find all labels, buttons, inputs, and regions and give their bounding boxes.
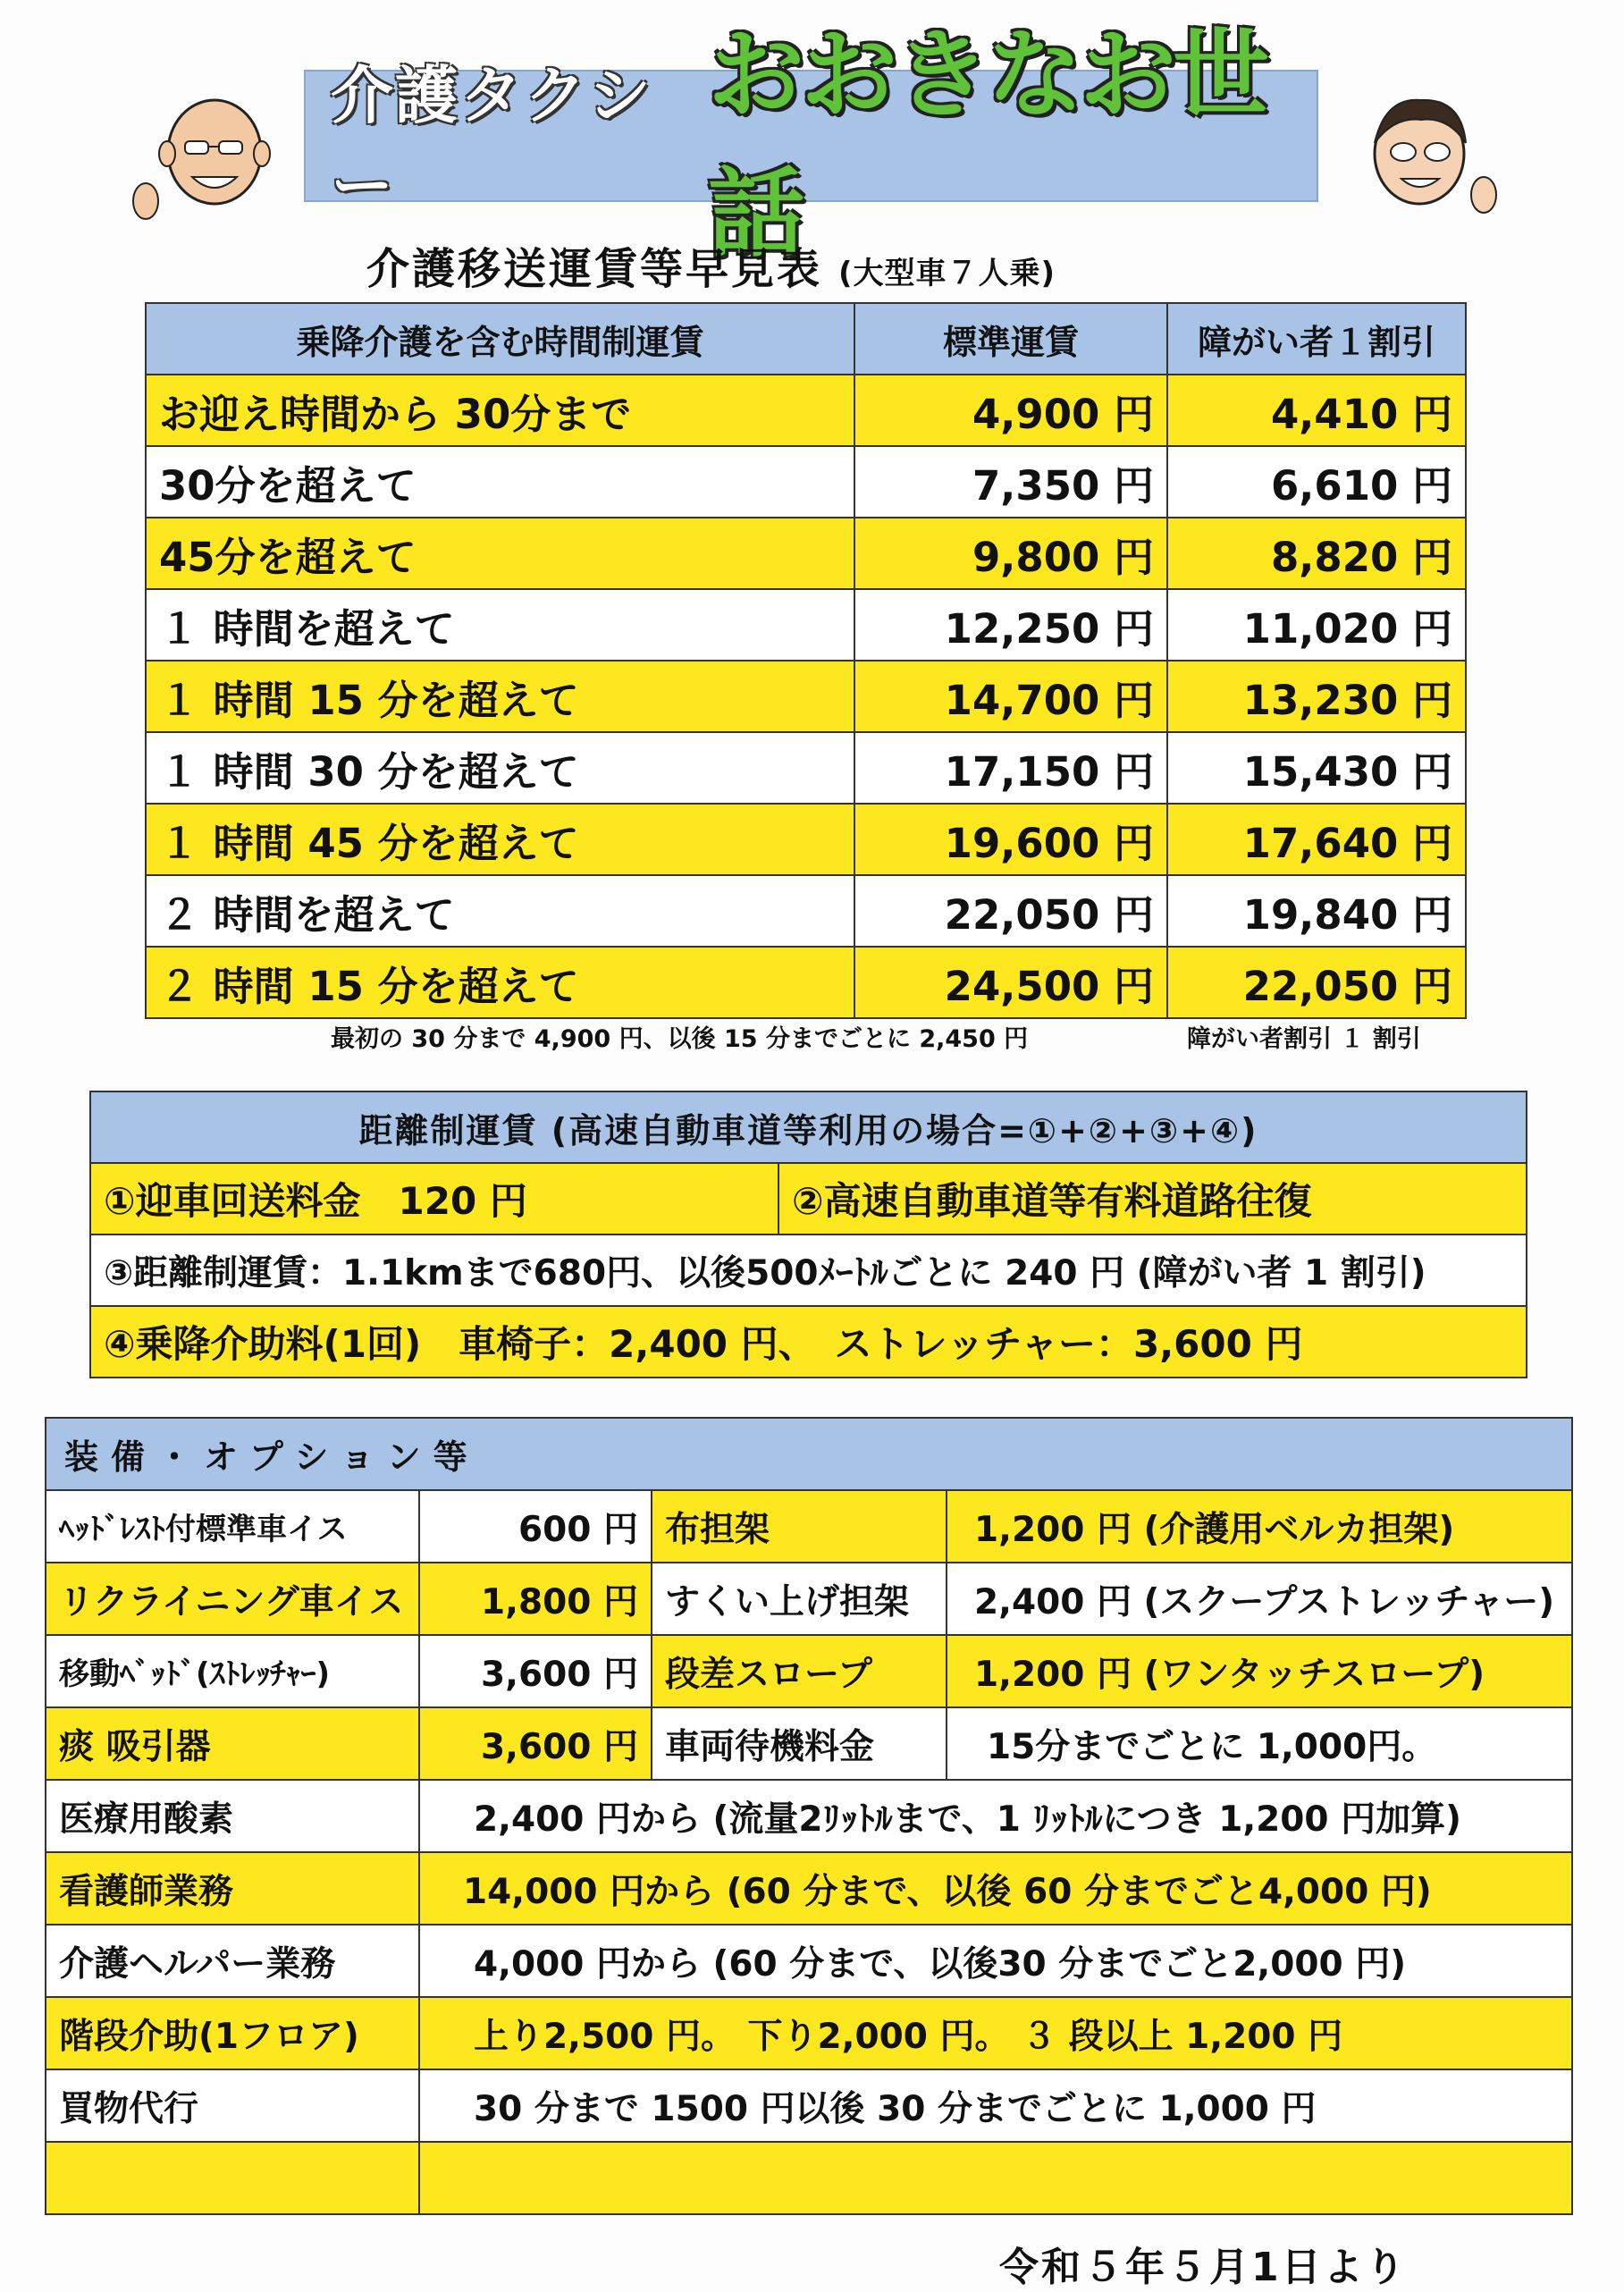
page-title-main: 介護移送運賃等早見表 bbox=[366, 244, 823, 294]
options-table bbox=[45, 1417, 1573, 2215]
option-price: 600 円 bbox=[419, 1490, 652, 1563]
table-row bbox=[46, 1563, 1572, 1635]
option-name: 車両待機料金 bbox=[652, 1707, 947, 1780]
fare-label: 30分を超えて bbox=[146, 446, 854, 518]
table-row bbox=[46, 2142, 1572, 2214]
banner-prefix: 介護タクシー bbox=[331, 59, 652, 223]
table-header-row bbox=[90, 1091, 1527, 1163]
fare-label: 45分を超えて bbox=[146, 518, 854, 589]
bald-man-face-icon bbox=[130, 89, 282, 223]
table-row bbox=[46, 1852, 1572, 1925]
distance-item: ④乗降介助料(1回) 車椅子：2,400 円、 ストレッチャー：3,600 円 bbox=[90, 1306, 1527, 1378]
option-detail: 14,000 円から (60 分まで、以後 60 分までごと4,000 円) bbox=[419, 1852, 1572, 1925]
fare-label: １ 時間 45 分を超えて bbox=[146, 804, 854, 875]
distance-fare-table bbox=[89, 1091, 1527, 1378]
option-name: 痰 吸引器 bbox=[46, 1707, 419, 1780]
option-price: 2,400 円 (スクープストレッチャー) bbox=[947, 1563, 1572, 1635]
table-row bbox=[146, 661, 1466, 732]
table-row bbox=[146, 875, 1466, 947]
discount-fare: 8,820 円 bbox=[1167, 518, 1466, 589]
option-detail: 上り2,500 円。 下り2,000 円。 ３ 段以上 1,200 円 bbox=[419, 1997, 1572, 2069]
option-name: 階段介助(1フロア) bbox=[46, 1997, 419, 2069]
fare-note: 最初の 30 分まで 4,900 円、以後 15 分までごとに 2,450 円 bbox=[331, 1025, 1029, 1053]
fare-label: １ 時間を超えて bbox=[146, 589, 854, 661]
table-row bbox=[90, 1306, 1527, 1378]
distance-item: ①迎車回送料金 120 円 bbox=[90, 1163, 778, 1234]
option-detail: 4,000 円から (60 分まで、以後30 分までごと2,000 円) bbox=[419, 1925, 1572, 1997]
discount-note: 障がい者割引 １ 割引 bbox=[1187, 1025, 1421, 1053]
option-price: 1,200 円 (ワンタッチスロープ) bbox=[947, 1635, 1572, 1707]
discount-fare: 19,840 円 bbox=[1167, 875, 1466, 947]
discount-fare: 17,640 円 bbox=[1167, 804, 1466, 875]
option-name: 買物代行 bbox=[46, 2069, 419, 2142]
column-header: 乗降介護を含む時間制運賃 bbox=[146, 303, 854, 375]
page-title bbox=[366, 234, 1056, 297]
distance-header: 距離制運賃 (高速自動車道等利用の場合=①+②+③+④) bbox=[90, 1091, 1527, 1163]
discount-fare: 15,430 円 bbox=[1167, 732, 1466, 804]
table-row bbox=[46, 1780, 1572, 1852]
table-row bbox=[146, 947, 1466, 1018]
discount-fare: 13,230 円 bbox=[1167, 661, 1466, 732]
option-name: 介護ヘルパー業務 bbox=[46, 1925, 419, 1997]
woman-face-icon bbox=[1350, 89, 1502, 223]
standard-fare: 12,250 円 bbox=[854, 589, 1167, 661]
option-name: 段差スロープ bbox=[652, 1635, 947, 1707]
fare-label: ２ 時間 15 分を超えて bbox=[146, 947, 854, 1018]
distance-item: ②高速自動車道等有料道路往復 bbox=[778, 1163, 1527, 1234]
table-row bbox=[146, 446, 1466, 518]
effective-date: 令和５年５月1日より bbox=[999, 2245, 1408, 2290]
option-price: 1,800 円 bbox=[419, 1563, 652, 1635]
table-row bbox=[146, 732, 1466, 804]
option-price: 1,200 円 (介護用ベルカ担架) bbox=[947, 1490, 1572, 1563]
option-detail bbox=[419, 2142, 1572, 2214]
discount-fare: 22,050 円 bbox=[1167, 947, 1466, 1018]
table-row bbox=[46, 1490, 1572, 1563]
table-row bbox=[46, 1997, 1572, 2069]
table-row bbox=[46, 1925, 1572, 1997]
option-price: 15分までごとに 1,000円。 bbox=[947, 1707, 1572, 1780]
fare-label: ２ 時間を超えて bbox=[146, 875, 854, 947]
option-price: 3,600 円 bbox=[419, 1707, 652, 1780]
option-name: 看護師業務 bbox=[46, 1852, 419, 1925]
option-name bbox=[46, 2142, 419, 2214]
table-row bbox=[146, 518, 1466, 589]
options-header: 装備・オプション等 bbox=[46, 1418, 1572, 1490]
discount-fare: 6,610 円 bbox=[1167, 446, 1466, 518]
standard-fare: 14,700 円 bbox=[854, 661, 1167, 732]
standard-fare: 17,150 円 bbox=[854, 732, 1167, 804]
page-subtitle: (大型車７人乗) bbox=[838, 256, 1056, 291]
time-fare-table bbox=[145, 302, 1467, 1019]
standard-fare: 7,350 円 bbox=[854, 446, 1167, 518]
fare-label: １ 時間 30 分を超えて bbox=[146, 732, 854, 804]
table-header-row bbox=[46, 1418, 1572, 1490]
standard-fare: 24,500 円 bbox=[854, 947, 1167, 1018]
standard-fare: 22,050 円 bbox=[854, 875, 1167, 947]
table-row bbox=[146, 804, 1466, 875]
option-price: 3,600 円 bbox=[419, 1635, 652, 1707]
column-header: 障がい者１割引 bbox=[1167, 303, 1466, 375]
table-row bbox=[46, 2069, 1572, 2142]
fare-label: １ 時間 15 分を超えて bbox=[146, 661, 854, 732]
table-row bbox=[146, 589, 1466, 661]
option-name: 移動ﾍﾞｯﾄﾞ(ｽﾄﾚｯﾁｬｰ) bbox=[46, 1635, 419, 1707]
option-name: 布担架 bbox=[652, 1490, 947, 1563]
option-name: すくい上げ担架 bbox=[652, 1563, 947, 1635]
column-header: 標準運賃 bbox=[854, 303, 1167, 375]
table-row bbox=[146, 375, 1466, 446]
option-name: 医療用酸素 bbox=[46, 1780, 419, 1852]
fare-label: お迎え時間から 30分まで bbox=[146, 375, 854, 446]
option-name: リクライニング車イス bbox=[46, 1563, 419, 1635]
option-detail: 30 分まで 1500 円以後 30 分までごとに 1,000 円 bbox=[419, 2069, 1572, 2142]
table-row bbox=[46, 1707, 1572, 1780]
standard-fare: 19,600 円 bbox=[854, 804, 1167, 875]
standard-fare: 9,800 円 bbox=[854, 518, 1167, 589]
discount-fare: 4,410 円 bbox=[1167, 375, 1466, 446]
option-detail: 2,400 円から (流量2ﾘｯﾄﾙまで、1 ﾘｯﾄﾙにつき 1,200 円加算) bbox=[419, 1780, 1572, 1852]
table-row bbox=[90, 1234, 1527, 1306]
discount-fare: 11,020 円 bbox=[1167, 589, 1466, 661]
table-row bbox=[90, 1163, 1527, 1234]
distance-item: ③距離制運賃：1.1kmまで680円、以後500ﾒｰﾄﾙごとに 240 円 (障がい者 1 割引) bbox=[90, 1234, 1527, 1306]
table-header-row bbox=[146, 303, 1466, 375]
option-name: ﾍｯﾄﾞﾚｽﾄ付標準車イス bbox=[46, 1490, 419, 1563]
banner-brand-name: おおきなお世話 bbox=[708, 20, 1266, 270]
table-row bbox=[46, 1635, 1572, 1707]
standard-fare: 4,900 円 bbox=[854, 375, 1167, 446]
